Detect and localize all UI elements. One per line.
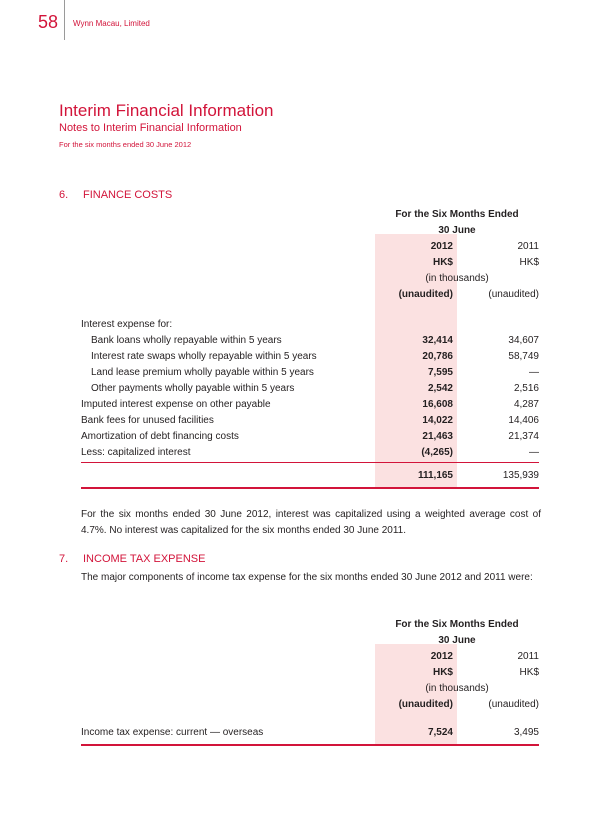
income-tax-intro: The major components of income tax expense for the six months ended 30 June 2012 and 2011 were: xyxy=(81,572,533,583)
row-label: Income tax expense: current — overseas xyxy=(81,727,264,738)
table-row xyxy=(81,431,539,447)
status-2012: (unaudited) xyxy=(398,699,453,710)
value-2012: 32,414 xyxy=(422,335,453,346)
value-2012: 7,595 xyxy=(427,367,453,378)
value-2011: 21,374 xyxy=(508,431,539,442)
table-row xyxy=(81,319,539,335)
currency-2012: HK$ xyxy=(432,257,453,268)
row-label: Amortization of debt financing costs xyxy=(81,431,239,442)
value-2011: 14,406 xyxy=(508,415,539,426)
currency-2011: HK$ xyxy=(519,667,539,678)
table-row xyxy=(81,383,539,399)
value-2012: (4,265) xyxy=(421,447,453,458)
value-2011: 4,287 xyxy=(513,399,539,410)
total-rule xyxy=(81,744,539,746)
table-header-date: 30 June xyxy=(438,635,476,646)
row-label: Less: capitalized interest xyxy=(81,447,191,458)
company-name: Wynn Macau, Limited xyxy=(73,19,150,28)
value-2012: 16,608 xyxy=(422,399,453,410)
value-2011: 58,749 xyxy=(508,351,539,362)
table-row xyxy=(81,727,539,743)
row-label: Land lease premium wholly payable within 5 years xyxy=(91,367,314,378)
table-row xyxy=(81,367,539,383)
section-title: INCOME TAX EXPENSE xyxy=(83,553,206,565)
section-number: 6. xyxy=(59,189,69,201)
value-2011: — xyxy=(529,367,539,378)
header-divider xyxy=(64,0,65,40)
page-subtitle: Notes to Interim Financial Information xyxy=(59,122,242,134)
year-2011: 2011 xyxy=(517,241,539,252)
section-title: FINANCE COSTS xyxy=(83,189,173,201)
finance-costs-note: For the six months ended 30 June 2012, interest was capitalized using a weighted average cost of 4.7%. No interest was capitalized for the six months ended 30 June 2011. xyxy=(81,509,541,536)
finance-costs-table xyxy=(81,206,539,490)
period-caption: For the six months ended 30 June 2012 xyxy=(59,140,192,149)
row-label: Interest expense for: xyxy=(81,319,173,330)
subtotal-rule xyxy=(81,462,539,463)
currency-2011: HK$ xyxy=(519,257,539,268)
year-2011: 2011 xyxy=(517,651,539,662)
total-2011: 135,939 xyxy=(502,470,539,481)
section-6-heading xyxy=(59,189,172,201)
table-row xyxy=(81,447,539,463)
section-number: 7. xyxy=(59,553,69,565)
row-label: Imputed interest expense on other payable xyxy=(81,399,271,410)
value-2012: 21,463 xyxy=(422,431,453,442)
year-2012: 2012 xyxy=(430,651,453,662)
status-2011: (unaudited) xyxy=(488,289,539,300)
table-header-years xyxy=(81,651,539,667)
table-header-status xyxy=(81,699,539,715)
value-2011: 2,516 xyxy=(513,383,539,394)
value-2011: 3,495 xyxy=(513,727,539,738)
year-2012: 2012 xyxy=(430,241,453,252)
table-row xyxy=(81,399,539,415)
value-2011: 34,607 xyxy=(508,335,539,346)
value-2012: 7,524 xyxy=(427,727,453,738)
table-header-years xyxy=(81,241,539,257)
total-row xyxy=(81,470,539,486)
table-header-currency xyxy=(81,667,539,683)
total-rule xyxy=(81,487,539,489)
income-tax-table xyxy=(81,616,539,748)
status-2011: (unaudited) xyxy=(488,699,539,710)
section-7-heading xyxy=(59,553,205,565)
table-header-period: For the Six Months Ended xyxy=(395,209,519,220)
row-label: Bank loans wholly repayable within 5 years xyxy=(91,335,282,346)
page-title: Interim Financial Information xyxy=(59,101,274,120)
status-2012: (unaudited) xyxy=(398,289,453,300)
table-row xyxy=(81,335,539,351)
value-2012: 2,542 xyxy=(427,383,453,394)
table-header-currency xyxy=(81,257,539,273)
value-2012: 14,022 xyxy=(422,415,453,426)
total-2012: 111,165 xyxy=(417,470,453,481)
page-number: 58 xyxy=(38,12,59,32)
table-header-status xyxy=(81,289,539,305)
row-label: Other payments wholly payable within 5 years xyxy=(91,383,295,394)
value-2011: — xyxy=(529,447,539,458)
row-label: Bank fees for unused facilities xyxy=(81,415,214,426)
value-2012: 20,786 xyxy=(422,351,453,362)
table-row xyxy=(81,351,539,367)
row-label: Interest rate swaps wholly repayable within 5 years xyxy=(91,351,317,362)
table-row xyxy=(81,415,539,431)
currency-2012: HK$ xyxy=(432,667,453,678)
table-units: (in thousands) xyxy=(425,683,489,694)
table-header-period: For the Six Months Ended xyxy=(395,619,519,630)
table-header-date: 30 June xyxy=(438,225,476,236)
table-units: (in thousands) xyxy=(425,273,489,284)
